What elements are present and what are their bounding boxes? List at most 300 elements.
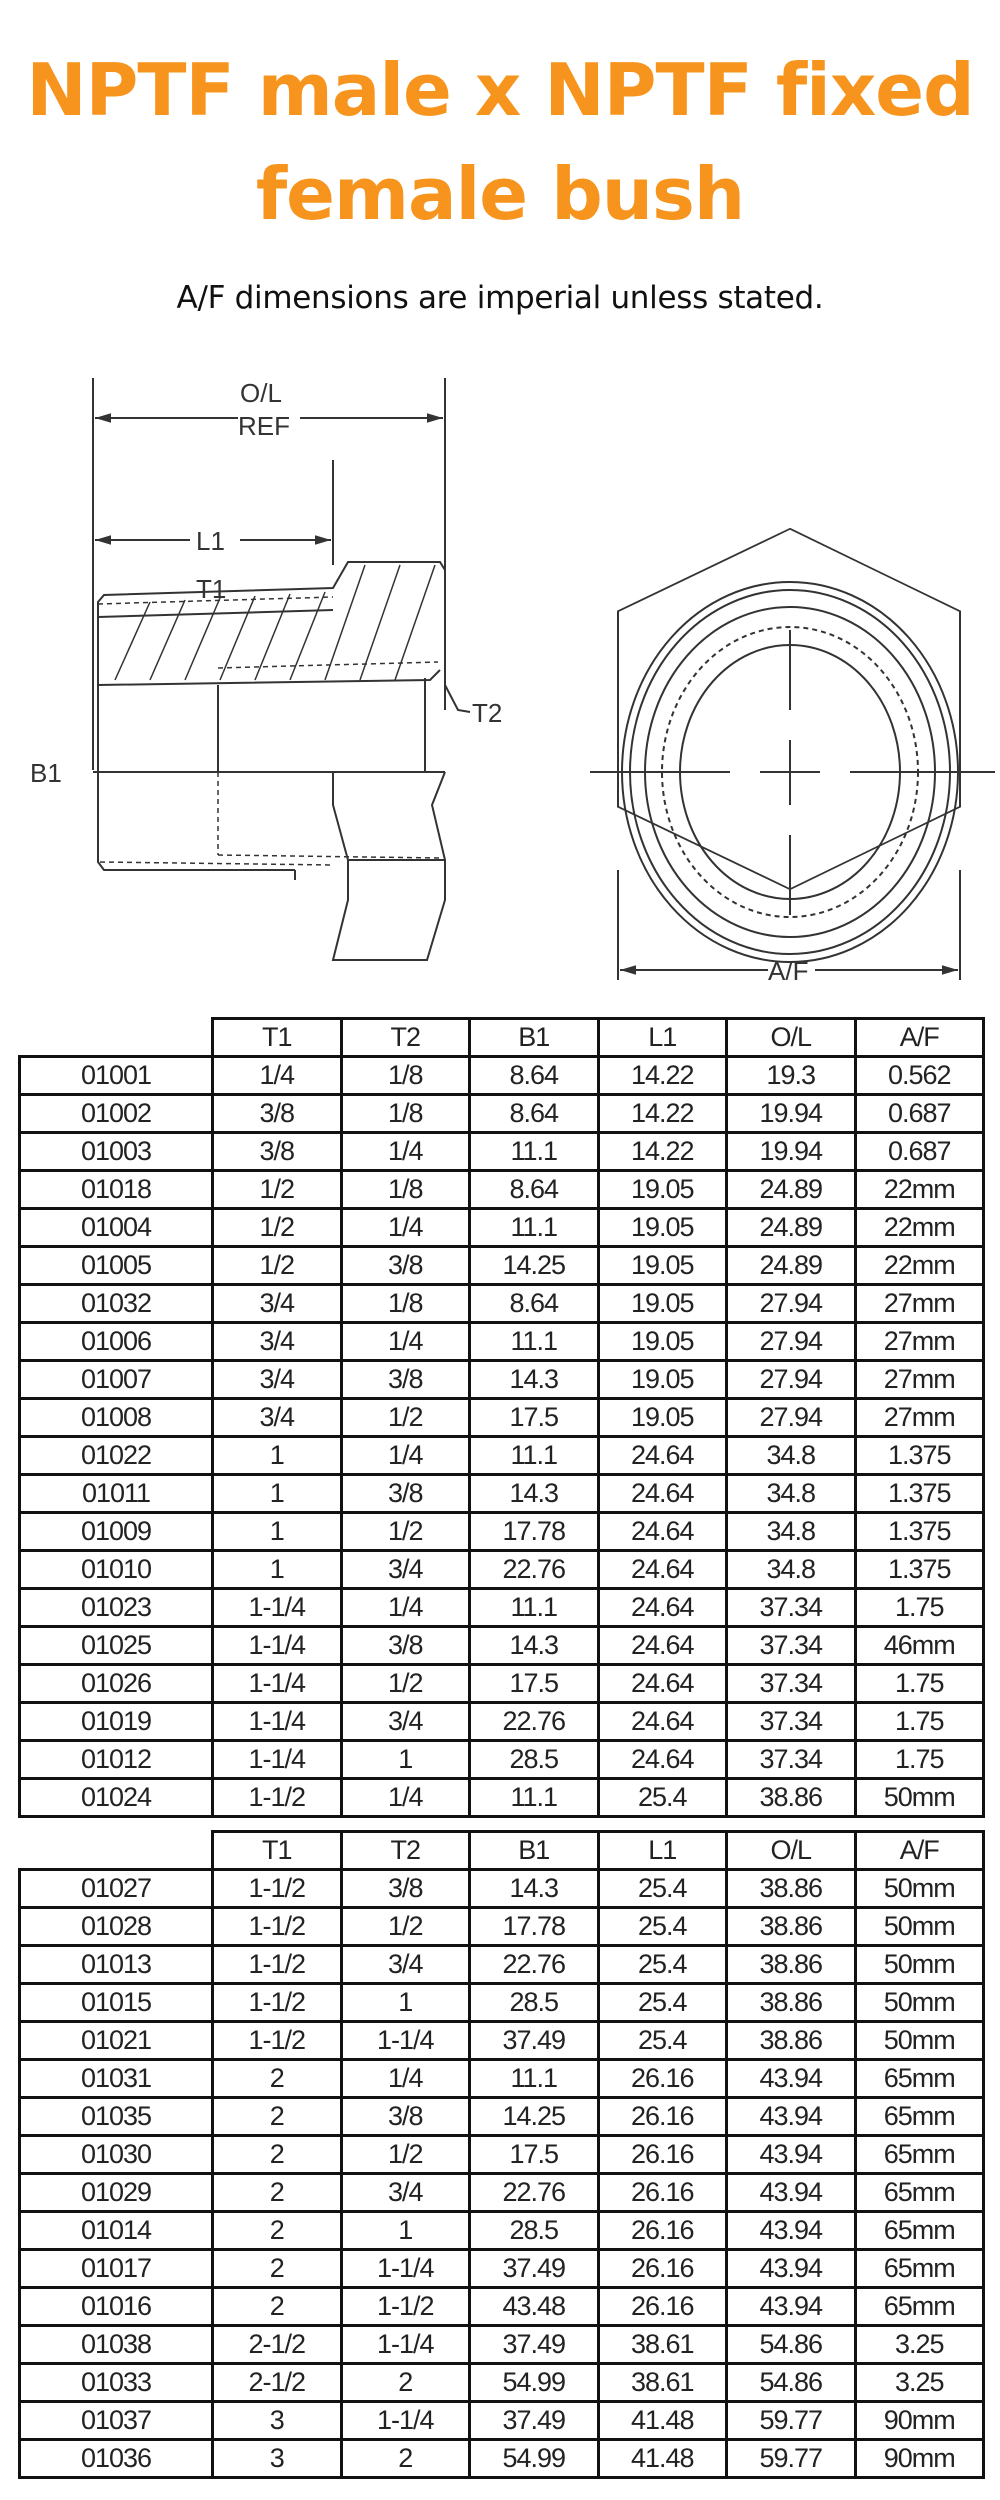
table-cell: 38.61 (598, 2364, 727, 2402)
header-blank (20, 1019, 213, 1057)
table-cell: 43.48 (470, 2288, 599, 2326)
part-number-cell: 01018 (20, 1171, 213, 1209)
table-header-row (20, 1832, 984, 1870)
table-cell: 38.86 (727, 1870, 856, 1908)
table-cell: 1-1/4 (213, 1741, 342, 1779)
table-cell: 19.94 (727, 1133, 856, 1171)
table-cell: 24.64 (598, 1551, 727, 1589)
table-cell: 26.16 (598, 2136, 727, 2174)
table-cell: 34.8 (727, 1475, 856, 1513)
table-cell: 2 (213, 2288, 342, 2326)
label-b1: B1 (30, 758, 62, 788)
title-line-2: female bush (255, 152, 745, 236)
part-number-cell: 01021 (20, 2022, 213, 2060)
label-t1: T1 (196, 574, 227, 604)
table-row (20, 1133, 984, 1171)
table-cell: 19.05 (598, 1399, 727, 1437)
table-cell: 24.64 (598, 1513, 727, 1551)
table-cell: 1-1/4 (341, 2402, 470, 2440)
table-cell: 37.34 (727, 1627, 856, 1665)
table-row (20, 1870, 984, 1908)
table-cell: 1/4 (341, 1589, 470, 1627)
table-row (20, 1627, 984, 1665)
table-cell: 1-1/2 (213, 1870, 342, 1908)
table-row (20, 1209, 984, 1247)
table-cell: 1/2 (213, 1209, 342, 1247)
part-number-cell: 01019 (20, 1703, 213, 1741)
table-cell: 3/8 (341, 1627, 470, 1665)
table-cell: 3/8 (341, 1870, 470, 1908)
table-row (20, 2136, 984, 2174)
table-cell: 17.78 (470, 1908, 599, 1946)
table-row (20, 1946, 984, 1984)
table-cell: 0.687 (855, 1133, 984, 1171)
column-header: L1 (598, 1832, 727, 1870)
table-cell: 1/8 (341, 1095, 470, 1133)
label-ol: O/L (240, 378, 282, 408)
table-cell: 3/4 (213, 1323, 342, 1361)
table-cell: 2 (213, 2212, 342, 2250)
table-cell: 65mm (855, 2060, 984, 2098)
table-cell: 54.86 (727, 2364, 856, 2402)
table-cell: 2 (213, 2060, 342, 2098)
table-cell: 17.5 (470, 1665, 599, 1703)
part-number-cell: 01006 (20, 1323, 213, 1361)
table-cell: 1-1/4 (341, 2022, 470, 2060)
table-cell: 14.3 (470, 1627, 599, 1665)
table-cell: 22.76 (470, 1946, 599, 1984)
table-cell: 27mm (855, 1361, 984, 1399)
table-cell: 3/4 (213, 1361, 342, 1399)
technical-drawing (0, 340, 1000, 1000)
table-cell: 37.49 (470, 2022, 599, 2060)
table-cell: 1.375 (855, 1437, 984, 1475)
table-cell: 27.94 (727, 1285, 856, 1323)
table-cell: 1-1/2 (213, 1946, 342, 1984)
column-header: T2 (341, 1019, 470, 1057)
part-number-cell: 01038 (20, 2326, 213, 2364)
part-number-cell: 01026 (20, 1665, 213, 1703)
table-cell: 41.48 (598, 2440, 727, 2478)
table-cell: 59.77 (727, 2440, 856, 2478)
table-cell: 25.4 (598, 2022, 727, 2060)
table-cell: 1.75 (855, 1665, 984, 1703)
table-cell: 22.76 (470, 1551, 599, 1589)
table-row (20, 2326, 984, 2364)
table-cell: 25.4 (598, 1779, 727, 1817)
table-row (20, 1908, 984, 1946)
table-row (20, 1323, 984, 1361)
table-row (20, 2022, 984, 2060)
table-cell: 37.34 (727, 1665, 856, 1703)
table-cell: 43.94 (727, 2136, 856, 2174)
header-blank (20, 1832, 213, 1870)
table-cell: 1.375 (855, 1475, 984, 1513)
table-cell: 3/4 (341, 1946, 470, 1984)
table-cell: 3 (213, 2402, 342, 2440)
table-cell: 38.86 (727, 1779, 856, 1817)
table-row (20, 1171, 984, 1209)
column-header: T1 (213, 1832, 342, 1870)
column-header: T1 (213, 1019, 342, 1057)
table-cell: 1-1/4 (213, 1703, 342, 1741)
table-cell: 14.22 (598, 1057, 727, 1095)
table-cell: 54.99 (470, 2440, 599, 2478)
table-cell: 37.49 (470, 2326, 599, 2364)
table-cell: 46mm (855, 1627, 984, 1665)
table-cell: 17.5 (470, 1399, 599, 1437)
table-row (20, 2060, 984, 2098)
table-row (20, 1247, 984, 1285)
table-cell: 1/2 (213, 1247, 342, 1285)
table-cell: 90mm (855, 2402, 984, 2440)
table-row (20, 2364, 984, 2402)
part-number-cell: 01024 (20, 1779, 213, 1817)
part-number-cell: 01029 (20, 2174, 213, 2212)
table-cell: 11.1 (470, 1437, 599, 1475)
table-cell: 37.34 (727, 1589, 856, 1627)
table-cell: 28.5 (470, 1741, 599, 1779)
table-cell: 11.1 (470, 1209, 599, 1247)
column-header: B1 (470, 1832, 599, 1870)
table-row (20, 1285, 984, 1323)
part-number-cell: 01027 (20, 1870, 213, 1908)
table-cell: 3/4 (341, 1551, 470, 1589)
label-ref: REF (238, 411, 290, 441)
table-cell: 11.1 (470, 1323, 599, 1361)
table-cell: 26.16 (598, 2212, 727, 2250)
table-cell: 1/8 (341, 1285, 470, 1323)
part-number-cell: 01028 (20, 1908, 213, 1946)
table-cell: 50mm (855, 1779, 984, 1817)
table-cell: 27mm (855, 1399, 984, 1437)
part-number-cell: 01001 (20, 1057, 213, 1095)
table-cell: 38.61 (598, 2326, 727, 2364)
table-cell: 1/2 (341, 1399, 470, 1437)
table-cell: 43.94 (727, 2174, 856, 2212)
part-number-cell: 01037 (20, 2402, 213, 2440)
table-cell: 24.89 (727, 1247, 856, 1285)
table-cell: 24.64 (598, 1475, 727, 1513)
table-cell: 1/4 (341, 1437, 470, 1475)
table-row (20, 2440, 984, 2478)
table-cell: 1.375 (855, 1551, 984, 1589)
table-cell: 1/8 (341, 1171, 470, 1209)
table-header-row (20, 1019, 984, 1057)
table-cell: 65mm (855, 2174, 984, 2212)
table-cell: 3/4 (213, 1399, 342, 1437)
table-cell: 37.49 (470, 2402, 599, 2440)
table-cell: 19.05 (598, 1209, 727, 1247)
table-cell: 24.89 (727, 1171, 856, 1209)
table-cell: 41.48 (598, 2402, 727, 2440)
part-number-cell: 01013 (20, 1946, 213, 1984)
table-cell: 28.5 (470, 1984, 599, 2022)
table-cell: 11.1 (470, 1779, 599, 1817)
table-cell: 14.3 (470, 1475, 599, 1513)
table-row (20, 1475, 984, 1513)
table-cell: 2 (213, 2250, 342, 2288)
table-cell: 3/4 (213, 1285, 342, 1323)
table-cell: 14.25 (470, 2098, 599, 2136)
table-cell: 22mm (855, 1171, 984, 1209)
table-cell: 1-1/2 (341, 2288, 470, 2326)
table-cell: 19.05 (598, 1247, 727, 1285)
table-row (20, 1703, 984, 1741)
table-cell: 90mm (855, 2440, 984, 2478)
part-number-cell: 01008 (20, 1399, 213, 1437)
table-cell: 22mm (855, 1209, 984, 1247)
table-cell: 1/2 (341, 1665, 470, 1703)
table-cell: 37.34 (727, 1741, 856, 1779)
table-cell: 25.4 (598, 1908, 727, 1946)
table-cell: 11.1 (470, 1589, 599, 1627)
table-cell: 43.94 (727, 2288, 856, 2326)
part-number-cell: 01010 (20, 1551, 213, 1589)
table-cell: 65mm (855, 2136, 984, 2174)
column-header: O/L (727, 1832, 856, 1870)
table-cell: 3/8 (341, 1361, 470, 1399)
page-title (0, 38, 1000, 246)
table-cell: 50mm (855, 1908, 984, 1946)
table-cell: 1/4 (213, 1057, 342, 1095)
table-cell: 1 (213, 1513, 342, 1551)
table-row (20, 1095, 984, 1133)
table-cell: 2-1/2 (213, 2326, 342, 2364)
table-cell: 38.86 (727, 2022, 856, 2060)
part-number-cell: 01023 (20, 1589, 213, 1627)
table-row (20, 1779, 984, 1817)
table-cell: 1.75 (855, 1703, 984, 1741)
table-cell: 11.1 (470, 2060, 599, 2098)
table-row (20, 1984, 984, 2022)
table-cell: 2 (341, 2364, 470, 2402)
table-cell: 59.77 (727, 2402, 856, 2440)
table-cell: 1-1/4 (213, 1627, 342, 1665)
table-row (20, 1437, 984, 1475)
part-number-cell: 01032 (20, 1285, 213, 1323)
table-cell: 14.22 (598, 1095, 727, 1133)
column-header: T2 (341, 1832, 470, 1870)
column-header: L1 (598, 1019, 727, 1057)
table-row (20, 2402, 984, 2440)
table-cell: 1/4 (341, 1323, 470, 1361)
table-cell: 1 (341, 1741, 470, 1779)
part-number-cell: 01033 (20, 2364, 213, 2402)
table-cell: 1/4 (341, 1133, 470, 1171)
table-cell: 28.5 (470, 2212, 599, 2250)
table-row (20, 1741, 984, 1779)
table-cell: 50mm (855, 1946, 984, 1984)
table-cell: 0.687 (855, 1095, 984, 1133)
table-cell: 1-1/4 (213, 1665, 342, 1703)
table-cell: 50mm (855, 1870, 984, 1908)
table-cell: 1-1/4 (213, 1589, 342, 1627)
part-number-cell: 01035 (20, 2098, 213, 2136)
table-row (20, 2212, 984, 2250)
table-cell: 43.94 (727, 2060, 856, 2098)
table-cell: 1-1/2 (213, 1908, 342, 1946)
table-row (20, 1513, 984, 1551)
part-number-cell: 01002 (20, 1095, 213, 1133)
part-number-cell: 01009 (20, 1513, 213, 1551)
table-cell: 26.16 (598, 2060, 727, 2098)
table-cell: 1 (213, 1475, 342, 1513)
table-row (20, 1399, 984, 1437)
table-cell: 1 (213, 1437, 342, 1475)
part-number-cell: 01012 (20, 1741, 213, 1779)
table-row (20, 1551, 984, 1589)
column-header: B1 (470, 1019, 599, 1057)
table-cell: 22.76 (470, 1703, 599, 1741)
table-cell: 65mm (855, 2098, 984, 2136)
table-cell: 2 (213, 2098, 342, 2136)
table-cell: 1-1/4 (341, 2250, 470, 2288)
table-cell: 24.64 (598, 1589, 727, 1627)
table-cell: 3/8 (213, 1095, 342, 1133)
table-cell: 3/8 (213, 1133, 342, 1171)
part-number-cell: 01007 (20, 1361, 213, 1399)
table-cell: 1.75 (855, 1589, 984, 1627)
table-cell: 3 (213, 2440, 342, 2478)
table-cell: 1/8 (341, 1057, 470, 1095)
table-row (20, 1361, 984, 1399)
column-header: A/F (855, 1832, 984, 1870)
table-row (20, 2098, 984, 2136)
table-cell: 25.4 (598, 1946, 727, 1984)
table-cell: 54.99 (470, 2364, 599, 2402)
table-cell: 26.16 (598, 2288, 727, 2326)
table-cell: 2 (341, 2440, 470, 2478)
table-cell: 65mm (855, 2212, 984, 2250)
part-number-cell: 01011 (20, 1475, 213, 1513)
part-number-cell: 01016 (20, 2288, 213, 2326)
table-cell: 3/8 (341, 2098, 470, 2136)
part-number-cell: 01004 (20, 1209, 213, 1247)
table-cell: 1 (341, 2212, 470, 2250)
table-cell: 19.05 (598, 1285, 727, 1323)
table-cell: 65mm (855, 2288, 984, 2326)
table-cell: 3.25 (855, 2364, 984, 2402)
table-cell: 11.1 (470, 1133, 599, 1171)
table-cell: 3.25 (855, 2326, 984, 2364)
table-cell: 19.05 (598, 1323, 727, 1361)
table-cell: 8.64 (470, 1285, 599, 1323)
label-t2: T2 (472, 698, 503, 728)
part-number-cell: 01031 (20, 2060, 213, 2098)
table-cell: 24.89 (727, 1209, 856, 1247)
side-view (93, 378, 470, 960)
label-af: A/F (768, 956, 809, 986)
table-cell: 25.4 (598, 1870, 727, 1908)
table-cell: 27mm (855, 1285, 984, 1323)
table-cell: 19.94 (727, 1095, 856, 1133)
table-cell: 34.8 (727, 1551, 856, 1589)
part-number-cell: 01036 (20, 2440, 213, 2478)
dimension-table-1 (18, 1017, 982, 1818)
table-cell: 1 (213, 1551, 342, 1589)
part-number-cell: 01025 (20, 1627, 213, 1665)
dimension-table-2 (18, 1830, 982, 2479)
part-number-cell: 01030 (20, 2136, 213, 2174)
table-cell: 54.86 (727, 2326, 856, 2364)
part-number-cell: 01022 (20, 1437, 213, 1475)
part-number-cell: 01005 (20, 1247, 213, 1285)
table-cell: 1-1/4 (341, 2326, 470, 2364)
table-cell: 43.94 (727, 2098, 856, 2136)
table-cell: 50mm (855, 1984, 984, 2022)
table-cell: 65mm (855, 2250, 984, 2288)
table-cell: 43.94 (727, 2250, 856, 2288)
table-cell: 17.5 (470, 2136, 599, 2174)
table-cell: 1/2 (341, 1513, 470, 1551)
table-cell: 37.49 (470, 2250, 599, 2288)
table-cell: 24.64 (598, 1665, 727, 1703)
table-cell: 14.3 (470, 1361, 599, 1399)
table-cell: 8.64 (470, 1095, 599, 1133)
table-cell: 19.05 (598, 1171, 727, 1209)
subtitle-note: A/F dimensions are imperial unless stated. (176, 280, 824, 316)
table-cell: 1-1/2 (213, 1984, 342, 2022)
table-cell: 38.86 (727, 1946, 856, 1984)
table-cell: 1.375 (855, 1513, 984, 1551)
table-row (20, 1589, 984, 1627)
table-cell: 24.64 (598, 1703, 727, 1741)
table-cell: 8.64 (470, 1057, 599, 1095)
table-cell: 1/2 (213, 1171, 342, 1209)
table-cell: 1 (341, 1984, 470, 2022)
table-cell: 14.22 (598, 1133, 727, 1171)
table-cell: 1/2 (341, 1908, 470, 1946)
label-l1: L1 (196, 526, 225, 556)
table-cell: 37.34 (727, 1703, 856, 1741)
table-cell: 22.76 (470, 2174, 599, 2212)
table-cell: 1.75 (855, 1741, 984, 1779)
table-cell: 1/2 (341, 2136, 470, 2174)
table-cell: 34.8 (727, 1437, 856, 1475)
table-cell: 34.8 (727, 1513, 856, 1551)
table-cell: 24.64 (598, 1627, 727, 1665)
table-cell: 14.25 (470, 1247, 599, 1285)
table-cell: 19.3 (727, 1057, 856, 1095)
table-cell: 1-1/2 (213, 1779, 342, 1817)
table-cell: 17.78 (470, 1513, 599, 1551)
table-cell: 26.16 (598, 2250, 727, 2288)
table-row (20, 2250, 984, 2288)
table-cell: 27.94 (727, 1399, 856, 1437)
title-line-1: NPTF male x NPTF fixed (26, 48, 974, 132)
table-cell: 3/8 (341, 1247, 470, 1285)
table-cell: 25.4 (598, 1984, 727, 2022)
table-cell: 3/4 (341, 2174, 470, 2212)
table-cell: 24.64 (598, 1437, 727, 1475)
table-cell: 27mm (855, 1323, 984, 1361)
table-cell: 3/4 (341, 1703, 470, 1741)
table-cell: 8.64 (470, 1171, 599, 1209)
table-cell: 1/4 (341, 1209, 470, 1247)
table-cell: 1/4 (341, 1779, 470, 1817)
table-cell: 27.94 (727, 1361, 856, 1399)
table-cell: 38.86 (727, 1908, 856, 1946)
table-row (20, 1057, 984, 1095)
table-cell: 2 (213, 2136, 342, 2174)
table-row (20, 2174, 984, 2212)
table-row (20, 2288, 984, 2326)
table-cell: 24.64 (598, 1741, 727, 1779)
part-number-cell: 01003 (20, 1133, 213, 1171)
table-cell: 3/8 (341, 1475, 470, 1513)
table-cell: 0.562 (855, 1057, 984, 1095)
